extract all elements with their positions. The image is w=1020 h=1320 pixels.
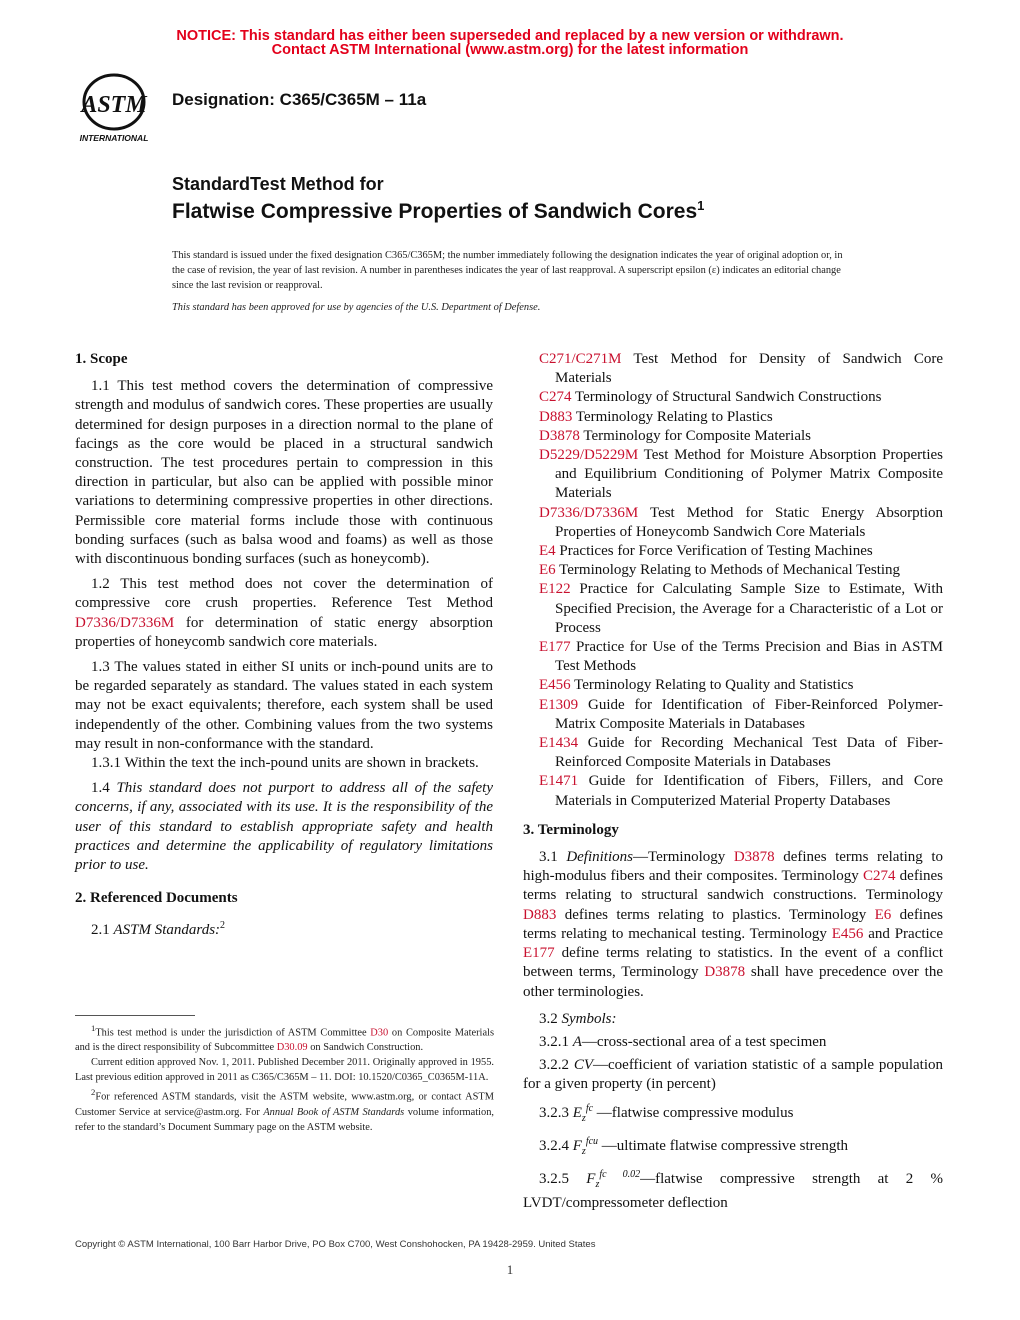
reference-link[interactable]: E177 xyxy=(539,639,571,656)
reference-link[interactable]: E6 xyxy=(539,562,556,579)
reference-link[interactable]: E1471 xyxy=(539,773,579,790)
reference-title: Terminology of Structural Sandwich Constructions xyxy=(571,389,882,406)
reference-item xyxy=(539,734,943,772)
title-footnote-mark: 1 xyxy=(697,198,705,213)
link-d883[interactable]: D883 xyxy=(523,906,557,923)
copyright: Copyright © ASTM International, 100 Barr Harbor Drive, PO Box C700, West Conshohocken, PA 19428-2959. United States xyxy=(75,1239,596,1250)
reference-link[interactable]: D3878 xyxy=(539,427,580,444)
scope-1-4: 1.4 This standard does not purport to address all of the safety concerns, if any, associated with its use. It is the responsibility of the user of this standard to establish appropriate safety and health practices and determine the applicability of regulatory limitations prior to use. xyxy=(75,780,494,874)
designation: Designation: C365/C365M – 11a xyxy=(172,90,427,109)
reference-title: Test Method for Density of Sandwich Core Materials xyxy=(555,351,943,387)
right-column xyxy=(523,350,943,1213)
reference-title: Test Method for Static Energy Absorption Properties of Honeycomb Sandwich Core Materials xyxy=(555,504,943,540)
reference-title: Practice for Use of the Terms Precision and Bias in ASTM Test Methods xyxy=(555,639,943,675)
footnote-rule xyxy=(75,1015,195,1016)
reference-item xyxy=(539,427,943,446)
page-number: 1 xyxy=(506,1262,514,1277)
issued-note: This standard is issued under the fixed designation C365/C365M; the number immediately following the designation indicates the year of original adoption or, in the case of revision, the year of last revision. A number in parentheses indicates the year of last reapproval. A superscript epsilon (ε) indicates an editorial change since the last revision or reapproval. xyxy=(172,250,843,291)
reference-item xyxy=(539,504,943,542)
reference-link[interactable]: E456 xyxy=(539,677,571,694)
footnote-1-edition: Current edition approved Nov. 1, 2011. Published December 2011. Originally approved in 1955. Last previous edition approved in 2011 as C365/C365M – 11. DOI: 10.1520/C0365_C0365M-11A. xyxy=(75,1057,494,1084)
terminology-heading: 3. Terminology xyxy=(523,821,619,838)
reference-item xyxy=(539,446,943,504)
reference-item xyxy=(539,561,943,580)
link-d3878-2[interactable]: D3878 xyxy=(704,964,746,981)
reference-item xyxy=(539,676,943,695)
scope-heading: 1. Scope xyxy=(75,351,128,367)
reference-item xyxy=(539,638,943,676)
astm-logo xyxy=(68,72,160,144)
symbol-3-2-1: 3.2.1 A—cross-sectional area of a test specimen xyxy=(539,1033,827,1050)
reference-title: Practices for Force Verification of Testing Machines xyxy=(555,543,873,560)
reference-link[interactable]: E1309 xyxy=(539,696,579,713)
reference-title: Terminology Relating to Quality and Statistics xyxy=(570,677,854,694)
reference-link[interactable]: D883 xyxy=(539,408,573,425)
reference-list xyxy=(523,350,943,811)
reference-item xyxy=(539,350,943,388)
reference-link[interactable]: D7336/D7336M xyxy=(539,504,639,521)
svg-text:ASTM: ASTM xyxy=(81,92,147,118)
reference-link[interactable]: D5229/D5229M xyxy=(539,447,639,464)
reference-link[interactable]: C271/C271M xyxy=(539,351,622,367)
refdocs-2-1: 2.1 ASTM Standards:$^2$ xyxy=(91,920,226,939)
reference-title: Guide for Recording Mechanical Test Data of Fiber-Reinforced Composite Materials in Databases xyxy=(555,735,943,771)
reference-title: Test Method for Moisture Absorption Properties and Equilibrium Conditioning of Polymer Matrix Composite Materials xyxy=(555,447,943,502)
terminology-3-1: 3.1 Definitions—Terminology D3878 defines terms relating to high-modulus fibers and their composites. Terminology C274 defines terms relating to structural sandwich constructions. Terminology D883 defines terms relating to plastics. Terminology E6 defines terms relating to mechanical testing. Terminology E456 and Practice E177 define terms relating to statistics. In the event of a conflict between terms, Terminology D3878 shall have precedence over the other terminologies. xyxy=(523,849,943,1000)
footnote-1: $^1$This test method is under the jurisdiction of ASTM Committee D30 on Composite Materials and is the direct responsibility of Subcommittee D30.09 on Sandwich Construction. xyxy=(75,1023,494,1054)
footnotes xyxy=(75,1021,494,1135)
link-d7336[interactable]: D7336/D7336M xyxy=(75,614,175,631)
reference-item xyxy=(539,388,943,407)
scope-1-1: 1.1 This test method covers the determination of compressive strength and modulus of sandwich cores. These properties are usually determined for design purposes in a direction normal to the plane of facings as the core would be placed in a structural sandwich construction. The test procedures pertain to compression in this direction in particular, but also can be applied with possible minor variations to determining compressive properties in other directions. Permissible core material forms include those with continuous bonding surfaces (such as balsa wood and foams) as well as those with discontinuous bonding surfaces (such as honeycomb). xyxy=(75,378,493,568)
symbol-3-2-3: 3.2.3 $E_z^{fc}$ —flatwise compressive modulus xyxy=(539,1102,794,1124)
title-line-1: StandardTest Method for xyxy=(172,174,384,194)
footnote-2: $^2$For referenced ASTM standards, visit the ASTM website, www.astm.org, or contact ASTM Customer Service at service@astm.org. For Annual Book of ASTM Standards volume information, refer to the standard’s Document Summary page on the ASTM website. xyxy=(75,1087,494,1133)
refdocs-heading: 2. Referenced Documents xyxy=(75,890,238,907)
notice-line-1: NOTICE: This standard has either been superseded and replaced by a new version or withdrawn. xyxy=(176,28,844,44)
reference-link[interactable]: E1434 xyxy=(539,735,579,752)
scope-1-3-1: 1.3.1 Within the text the inch-pound units are shown in brackets. xyxy=(91,755,479,772)
reference-title: Terminology Relating to Plastics xyxy=(572,408,773,425)
reference-item xyxy=(539,772,943,810)
reference-link[interactable]: C274 xyxy=(539,389,572,406)
left-column xyxy=(75,350,493,941)
reference-link[interactable]: E122 xyxy=(539,581,571,598)
reference-link[interactable]: E4 xyxy=(539,543,556,560)
reference-item xyxy=(539,696,943,734)
scope-1-2: 1.2 This test method does not cover the determination of compressive core crush properties. Reference Test Method D7336/D7336M for determination of static energy absorption properties of honeycomb sandwich core materials. xyxy=(75,576,493,650)
notice-line-2: Contact ASTM International (www.astm.org) for the latest information xyxy=(271,42,749,58)
title-line-2: Flatwise Compressive Properties of Sandwich Cores$^1$ xyxy=(172,198,705,223)
link-d3878[interactable]: D3878 xyxy=(733,849,775,866)
symbol-3-2-4: 3.2.4 $F_z^{fcu}$ —ultimate flatwise compressive strength xyxy=(539,1135,848,1157)
reference-title: Guide for Identification of Fibers, Fillers, and Core Materials in Computerized Material Property Databases xyxy=(555,773,943,809)
link-e6[interactable]: E6 xyxy=(874,906,892,923)
svg-text:INTERNATIONAL: INTERNATIONAL xyxy=(79,133,149,143)
link-d30-09[interactable]: D30.09 xyxy=(276,1042,308,1054)
reference-title: Guide for Identification of Fiber-Reinforced Polymer-Matrix Composite Materials in Databases xyxy=(555,696,943,732)
reference-title: Terminology for Composite Materials xyxy=(579,427,811,444)
link-e177[interactable]: E177 xyxy=(523,945,555,962)
symbol-3-2-2: 3.2.2 CV—coefficient of variation statistic of a sample population for a given property (in percent) xyxy=(523,1057,944,1093)
symbol-3-2-5: 3.2.5 $F_z^{fc 0.02}—flatwise$ compressive strength at 2 % LVDT/compressometer deflection xyxy=(523,1168,944,1212)
reference-item xyxy=(539,408,943,427)
reference-item xyxy=(539,542,943,561)
reference-title: Terminology Relating to Methods of Mechanical Testing xyxy=(555,562,901,579)
symbols-heading: 3.2 Symbols: xyxy=(539,1010,617,1027)
link-e456[interactable]: E456 xyxy=(831,925,864,942)
reference-item xyxy=(539,580,943,638)
link-d30[interactable]: D30 xyxy=(370,1027,389,1039)
reference-title: Practice for Calculating Sample Size to Estimate, With Specified Precision, the Average for a Characteristic of a Lot or Process xyxy=(555,581,943,636)
scope-1-3: 1.3 The values stated in either SI units or inch-pound units are to be regarded separately as standard. The values stated in each system may not be exact equivalents; therefore, each system shall be used independently of the other. Combining values from the two systems may result in non-conformance with the standard. xyxy=(75,659,493,752)
link-c274[interactable]: C274 xyxy=(862,868,896,885)
approved-note: This standard has been approved for use by agencies of the U.S. Department of Defense. xyxy=(172,302,541,313)
